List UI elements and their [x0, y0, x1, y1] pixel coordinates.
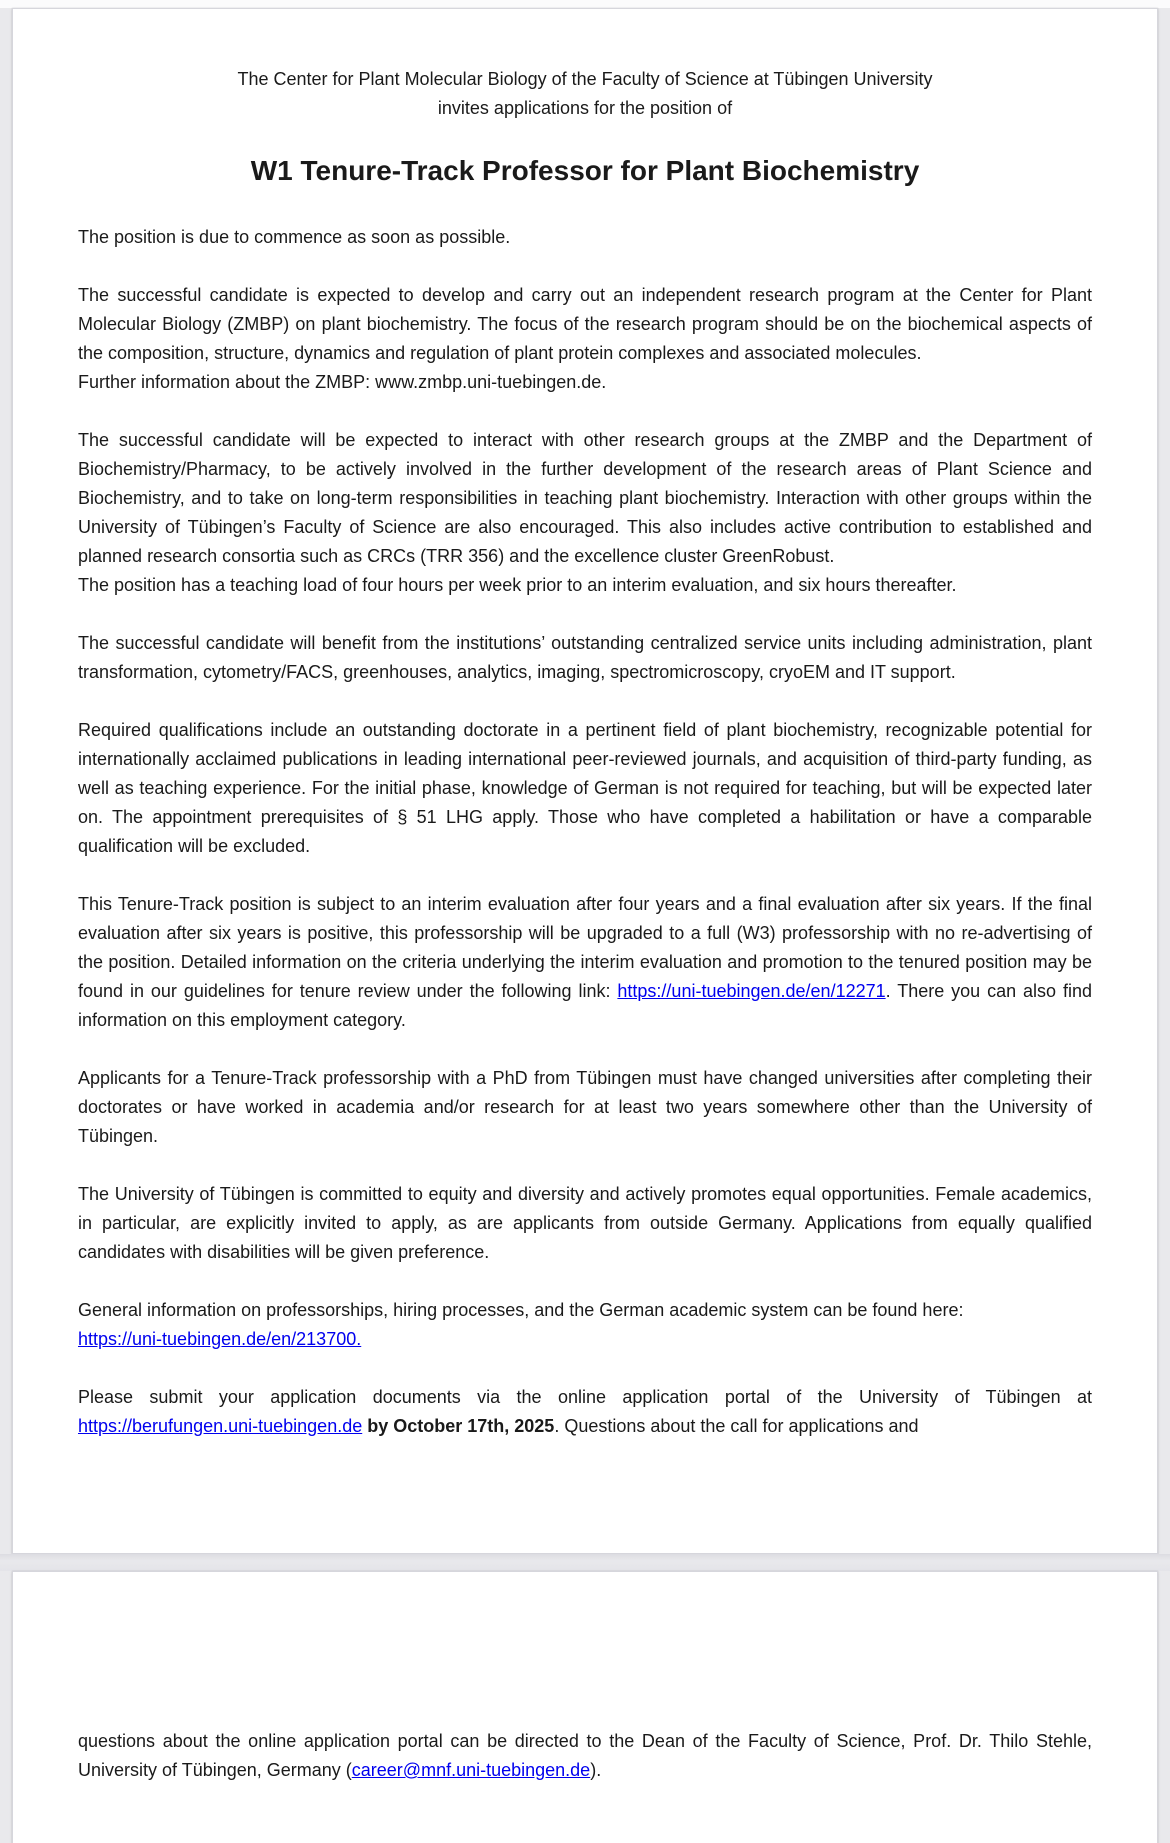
- submit-text-pre: Please submit your application documents via the online application portal of the University of Tübingen at: [78, 1387, 1092, 1407]
- paragraph-general-info: General information on professorships, hiring processes, and the German academic system can be found here:: [78, 1300, 964, 1320]
- link-career-email[interactable]: career@mnf.uni-tuebingen.de: [351, 1760, 591, 1780]
- paragraph-commence: The position is due to commence as soon as possible.: [78, 227, 511, 247]
- paragraph-interaction: The successful candidate will be expected to interact with other research groups at the ZMBP and the Department of Biochemistry/Pharmacy, to be actively involved in the further development of the research areas of Plant Science and Biochemistry, and to take on long-term responsibilities in teaching plant biochemistry. Interaction with other groups within the University of Tübingen’s Faculty of Science are also encouraged. This also includes active contribution to established and planned research consortia such as CRCs (TRR 356) and the excellence cluster GreenRobust.: [78, 430, 1092, 566]
- paragraph-applicants-phd: Applicants for a Tenure-Track professorship with a PhD from Tübingen must have changed universities after completing their doctorates or have worked in academia and/or research for at least two years somewhere other than the University of Tübingen.: [78, 1068, 1092, 1146]
- tenure-text-pre: This Tenure-Track position is subject to an interim evaluation after four years and a final evaluation after six years. If the final evaluation after six years is positive, this professorship will be upgraded to a full (W3) professorship with no re-advertising of the position. Detailed information on the criteria underlying the interim evaluation and promotion to the tenured position may be found in our guidelines for tenure review under the following link:: [78, 894, 1092, 1001]
- paragraph-qualifications: Required qualifications include an outstanding doctorate in a pertinent field of plant biochemistry, recognizable potential for internationally acclaimed publications in leading international peer-reviewed journals, and acquisition of third-party funding, as well as teaching experience. For the initial phase, knowledge of German is not required for teaching, but will be expected later on. The appointment prerequisites of § 51 LHG apply. Those who have completed a habilitation or have a comparable qualification will be excluded.: [78, 720, 1092, 856]
- paragraph-further-info: Further information about the ZMBP: www.zmbp.uni-tuebingen.de.: [78, 372, 607, 392]
- paragraph-general-info-link-line: [78, 1325, 1092, 1354]
- link-application-portal[interactable]: https://berufungen.uni-tuebingen.de: [78, 1416, 363, 1436]
- paragraph-service-units: The successful candidate will benefit from the institutions’ outstanding centralized service units including administration, plant transformation, cytometry/FACS, greenhouses, analytics, imaging, spectromicroscopy, cryoEM and IT support.: [78, 633, 1092, 682]
- questions-text-pre: questions about the online application portal can be directed to the Dean of the Faculty of Science, Prof. Dr. Thilo Stehle, University of Tübingen, Germany (: [78, 1731, 1092, 1780]
- tenure-text-post: . There you can also find information on this employment category.: [78, 981, 1092, 1030]
- paragraph-research-program: The successful candidate is expected to develop and carry out an independent research program at the Center for Plant Molecular Biology (ZMBP) on plant biochemistry. The focus of the research program should be on the biochemical aspects of the composition, structure, dynamics and regulation of plant protein complexes and associated molecules.: [78, 285, 1092, 363]
- paragraph-questions-contact: [78, 1727, 1092, 1785]
- questions-text-post: ).: [590, 1760, 602, 1780]
- posting-header-line-1: The Center for Plant Molecular Biology of the Faculty of Science at Tübingen University: [237, 69, 933, 89]
- submit-deadline: by October 17th, 2025: [362, 1416, 555, 1436]
- paragraph-tenure-evaluation: [78, 890, 1092, 1035]
- document-page-1: [12, 8, 1158, 1554]
- submit-text-post: . Questions about the call for applications and: [554, 1416, 919, 1436]
- job-title: W1 Tenure-Track Professor for Plant Biochemistry: [250, 155, 920, 186]
- paragraph-teaching-load: The position has a teaching load of four hours per week prior to an interim evaluation, and six hours thereafter.: [78, 575, 957, 595]
- posting-header-line-2: invites applications for the position of: [437, 98, 733, 118]
- document-page-2: [12, 1571, 1158, 1843]
- link-general-info[interactable]: https://uni-tuebingen.de/en/213700.: [78, 1329, 362, 1349]
- link-tenure-guidelines[interactable]: https://uni-tuebingen.de/en/12271: [617, 981, 886, 1001]
- paragraph-submit-application: [78, 1383, 1092, 1441]
- paragraph-equity-diversity: The University of Tübingen is committed to equity and diversity and actively promotes equal opportunities. Female academics, in particular, are explicitly invited to apply, as are applicants from outside Germany. Applications from equally qualified candidates with disabilities will be given preference.: [78, 1184, 1092, 1262]
- previous-page-edge: [0, 0, 1170, 8]
- page-separator: [0, 1554, 1170, 1571]
